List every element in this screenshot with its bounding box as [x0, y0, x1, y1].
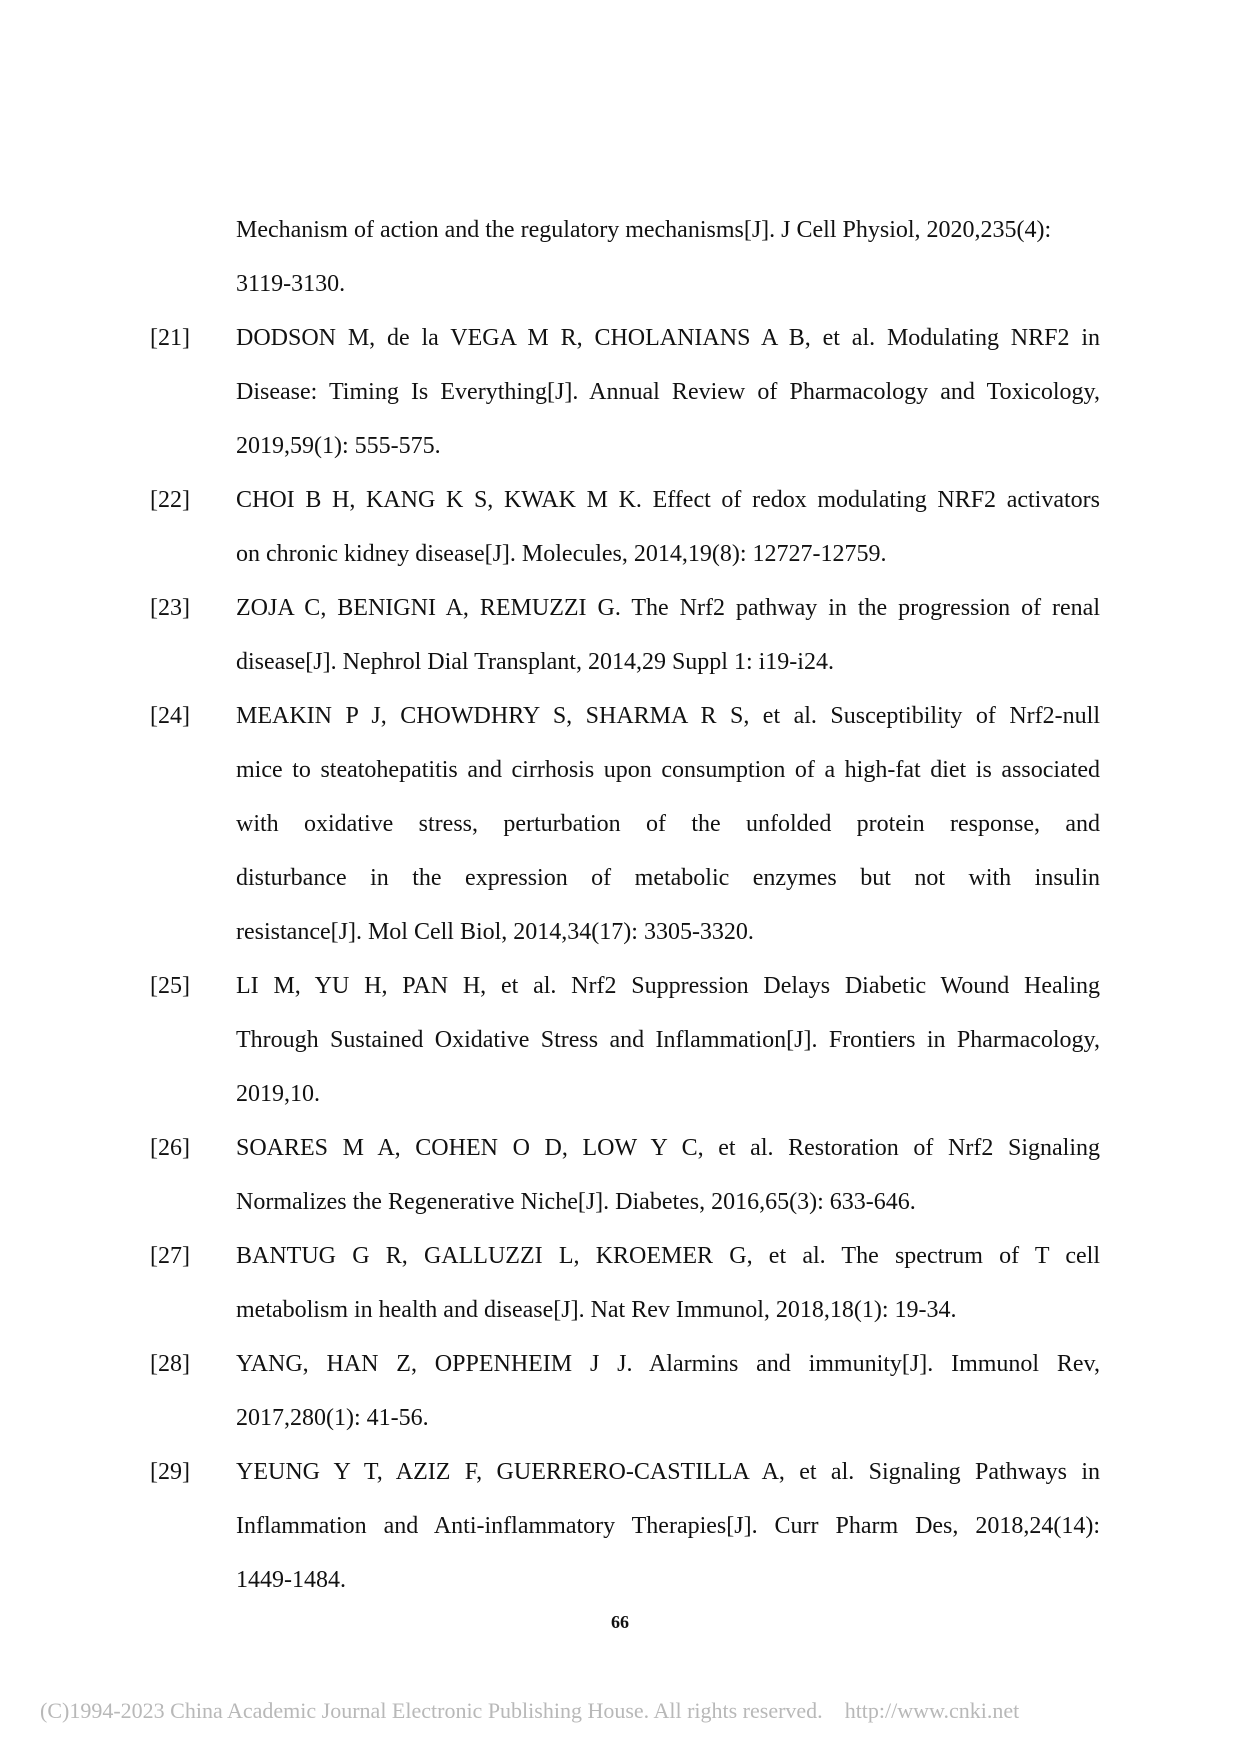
- reference-line: BANTUG G R, GALLUZZI L, KROEMER G, et al. The spectrum of T cell: [236, 1243, 1100, 1269]
- reference-item-28: [150, 1337, 1100, 1445]
- reference-line: 2019,59(1): 555-575.: [236, 433, 441, 459]
- reference-text: [236, 689, 1100, 959]
- reference-line: disturbance in the expression of metabolic enzymes but not with insulin: [236, 865, 1100, 891]
- reference-line: on chronic kidney disease[J]. Molecules, 2014,19(8): 12727-12759.: [236, 541, 887, 567]
- reference-line: Inflammation and Anti-inflammatory Therapies[J]. Curr Pharm Des, 2018,24(14):: [236, 1513, 1100, 1539]
- reference-line: YEUNG Y T, AZIZ F, GUERRERO-CASTILLA A, et al. Signaling Pathways in: [236, 1459, 1100, 1485]
- reference-number: [23]: [150, 595, 190, 621]
- reference-line: with oxidative stress, perturbation of the unfolded protein response, and: [236, 811, 1100, 837]
- reference-text: [236, 1445, 1100, 1607]
- copyright-text: (C)1994-2023 China Academic Journal Electronic Publishing House. All rights reserved.: [40, 1698, 823, 1723]
- footer-url: http://www.cnki.net: [844, 1698, 1020, 1723]
- reference-number: [29]: [150, 1459, 190, 1485]
- reference-line: 2017,280(1): 41-56.: [236, 1405, 429, 1431]
- reference-item-26: [150, 1121, 1100, 1229]
- reference-list: [150, 203, 1100, 1607]
- reference-line: YANG, HAN Z, OPPENHEIM J J. Alarmins and immunity[J]. Immunol Rev,: [236, 1351, 1100, 1377]
- reference-text: [236, 1121, 1100, 1229]
- reference-text: [236, 1337, 1100, 1445]
- reference-line: 2019,10.: [236, 1081, 320, 1107]
- reference-line: ZOJA C, BENIGNI A, REMUZZI G. The Nrf2 pathway in the progression of renal: [236, 595, 1100, 621]
- reference-number: [26]: [150, 1135, 190, 1161]
- reference-item-27: [150, 1229, 1100, 1337]
- reference-continuation-line-1: Mechanism of action and the regulatory mechanisms[J]. J Cell Physiol, 2020,235(4):: [236, 217, 1052, 243]
- reference-item-24: [150, 689, 1100, 959]
- reference-text: [236, 473, 1100, 581]
- reference-line: Disease: Timing Is Everything[J]. Annual Review of Pharmacology and Toxicology,: [236, 379, 1100, 405]
- reference-line: resistance[J]. Mol Cell Biol, 2014,34(17): 3305-3320.: [236, 919, 754, 945]
- reference-number: [22]: [150, 487, 190, 513]
- reference-line: DODSON M, de la VEGA M R, CHOLANIANS A B, et al. Modulating NRF2 in: [236, 325, 1100, 351]
- reference-text: [236, 1229, 1100, 1337]
- reference-line: metabolism in health and disease[J]. Nat Rev Immunol, 2018,18(1): 19-34.: [236, 1297, 957, 1323]
- reference-line: mice to steatohepatitis and cirrhosis upon consumption of a high-fat diet is associated: [236, 757, 1100, 783]
- reference-line: disease[J]. Nephrol Dial Transplant, 2014,29 Suppl 1: i19-i24.: [236, 649, 834, 675]
- reference-line: CHOI B H, KANG K S, KWAK M K. Effect of redox modulating NRF2 activators: [236, 487, 1100, 513]
- reference-item-25: [150, 959, 1100, 1121]
- reference-text: [236, 581, 1100, 689]
- reference-continuation-line-2: 3119-3130.: [236, 271, 346, 297]
- reference-line: MEAKIN P J, CHOWDHRY S, SHARMA R S, et al. Susceptibility of Nrf2-null: [236, 703, 1100, 729]
- reference-number: [27]: [150, 1243, 190, 1269]
- reference-item-23: [150, 581, 1100, 689]
- reference-item-29: [150, 1445, 1100, 1607]
- reference-line: 1449-1484.: [236, 1567, 346, 1593]
- reference-line: SOARES M A, COHEN O D, LOW Y C, et al. Restoration of Nrf2 Signaling: [236, 1135, 1100, 1161]
- page-number: 66: [611, 1612, 629, 1632]
- reference-number: [28]: [150, 1351, 190, 1377]
- reference-text: [236, 959, 1100, 1121]
- reference-number: [24]: [150, 703, 190, 729]
- reference-item-22: [150, 473, 1100, 581]
- reference-text: [236, 311, 1100, 473]
- copyright-footer: [40, 1698, 1019, 1724]
- reference-line: LI M, YU H, PAN H, et al. Nrf2 Suppression Delays Diabetic Wound Healing: [236, 973, 1100, 999]
- reference-line: Normalizes the Regenerative Niche[J]. Diabetes, 2016,65(3): 633-646.: [236, 1189, 916, 1215]
- reference-line: Through Sustained Oxidative Stress and Inflammation[J]. Frontiers in Pharmacology,: [236, 1027, 1100, 1053]
- reference-number: [25]: [150, 973, 190, 999]
- reference-item-21: [150, 311, 1100, 473]
- reference-number: [21]: [150, 325, 190, 351]
